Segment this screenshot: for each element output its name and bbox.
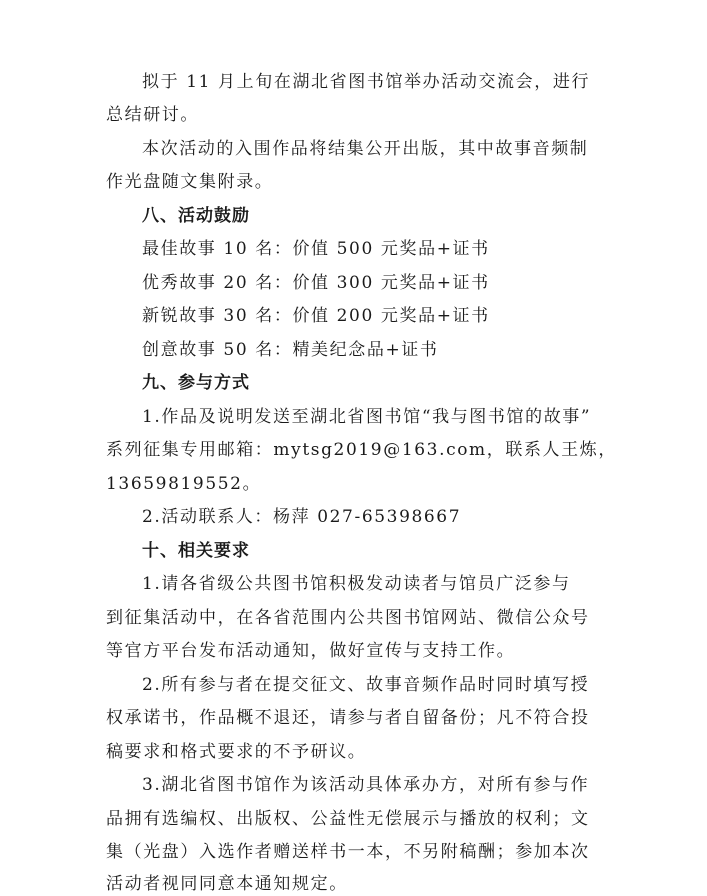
section-9-item-1-line-2: 系列征集专用邮箱：mytsg2019@163.com，联系人王炼， — [106, 440, 617, 460]
paragraph-publish-line-1: 本次活动的入围作品将结集公开出版，其中故事音频制 — [142, 139, 589, 159]
section-10-item-3-line-3: 集（光盘）入选作者赠送样书一本，不另附稿酬；参加本次 — [106, 842, 590, 862]
section-10-item-2-line-3: 稿要求和格式要求的不予研议。 — [106, 742, 367, 762]
section-10-heading: 十、相关要求 — [142, 541, 250, 561]
section-10-item-3-line-2: 品拥有选编权、出版权、公益性无偿展示与播放的权利；文 — [106, 809, 590, 829]
section-9-heading: 九、参与方式 — [142, 373, 250, 393]
section-8-heading: 八、活动鼓励 — [142, 206, 250, 226]
section-10-item-1-line-3: 等官方平台发布活动通知，做好宣传与支持工作。 — [106, 641, 516, 661]
section-10-item-2-line-1: 2.所有参与者在提交征文、故事音频作品时同时填写授 — [142, 675, 590, 695]
award-newcomer: 新锐故事 30 名：价值 200 元奖品+证书 — [142, 306, 490, 326]
section-10-item-3-line-1: 3.湖北省图书馆作为该活动具体承办方，对所有参与作 — [142, 775, 590, 795]
section-10-item-1-line-1: 1.请各省级公共图书馆积极发动读者与馆员广泛参与 — [142, 574, 571, 594]
paragraph-publish-line-2: 作光盘随文集附录。 — [106, 172, 274, 192]
award-best: 最佳故事 10 名：价值 500 元奖品+证书 — [142, 239, 490, 259]
section-10-item-1-line-2: 到征集活动中，在各省范围内公共图书馆网站、微信公众号 — [106, 608, 590, 628]
award-excellent: 优秀故事 20 名：价值 300 元奖品+证书 — [142, 273, 490, 293]
award-creative: 创意故事 50 名：精美纪念品+证书 — [142, 340, 439, 360]
section-9-item-1-line-3: 13659819552。 — [106, 474, 262, 494]
paragraph-meeting-line-2: 总结研讨。 — [106, 105, 199, 125]
section-10-item-3-line-4: 活动者视同同意本通知规定。 — [106, 874, 348, 894]
section-9-item-1-line-1: 1.作品及说明发送至湖北省图书馆“我与图书馆的故事” — [142, 407, 592, 427]
section-10-item-2-line-2: 权承诺书，作品概不退还，请参与者自留备份；凡不符合投 — [106, 708, 590, 728]
section-9-item-2: 2.活动联系人：杨萍 027-65398667 — [142, 507, 462, 527]
paragraph-meeting-line-1: 拟于 11 月上旬在湖北省图书馆举办活动交流会，进行 — [142, 72, 591, 92]
